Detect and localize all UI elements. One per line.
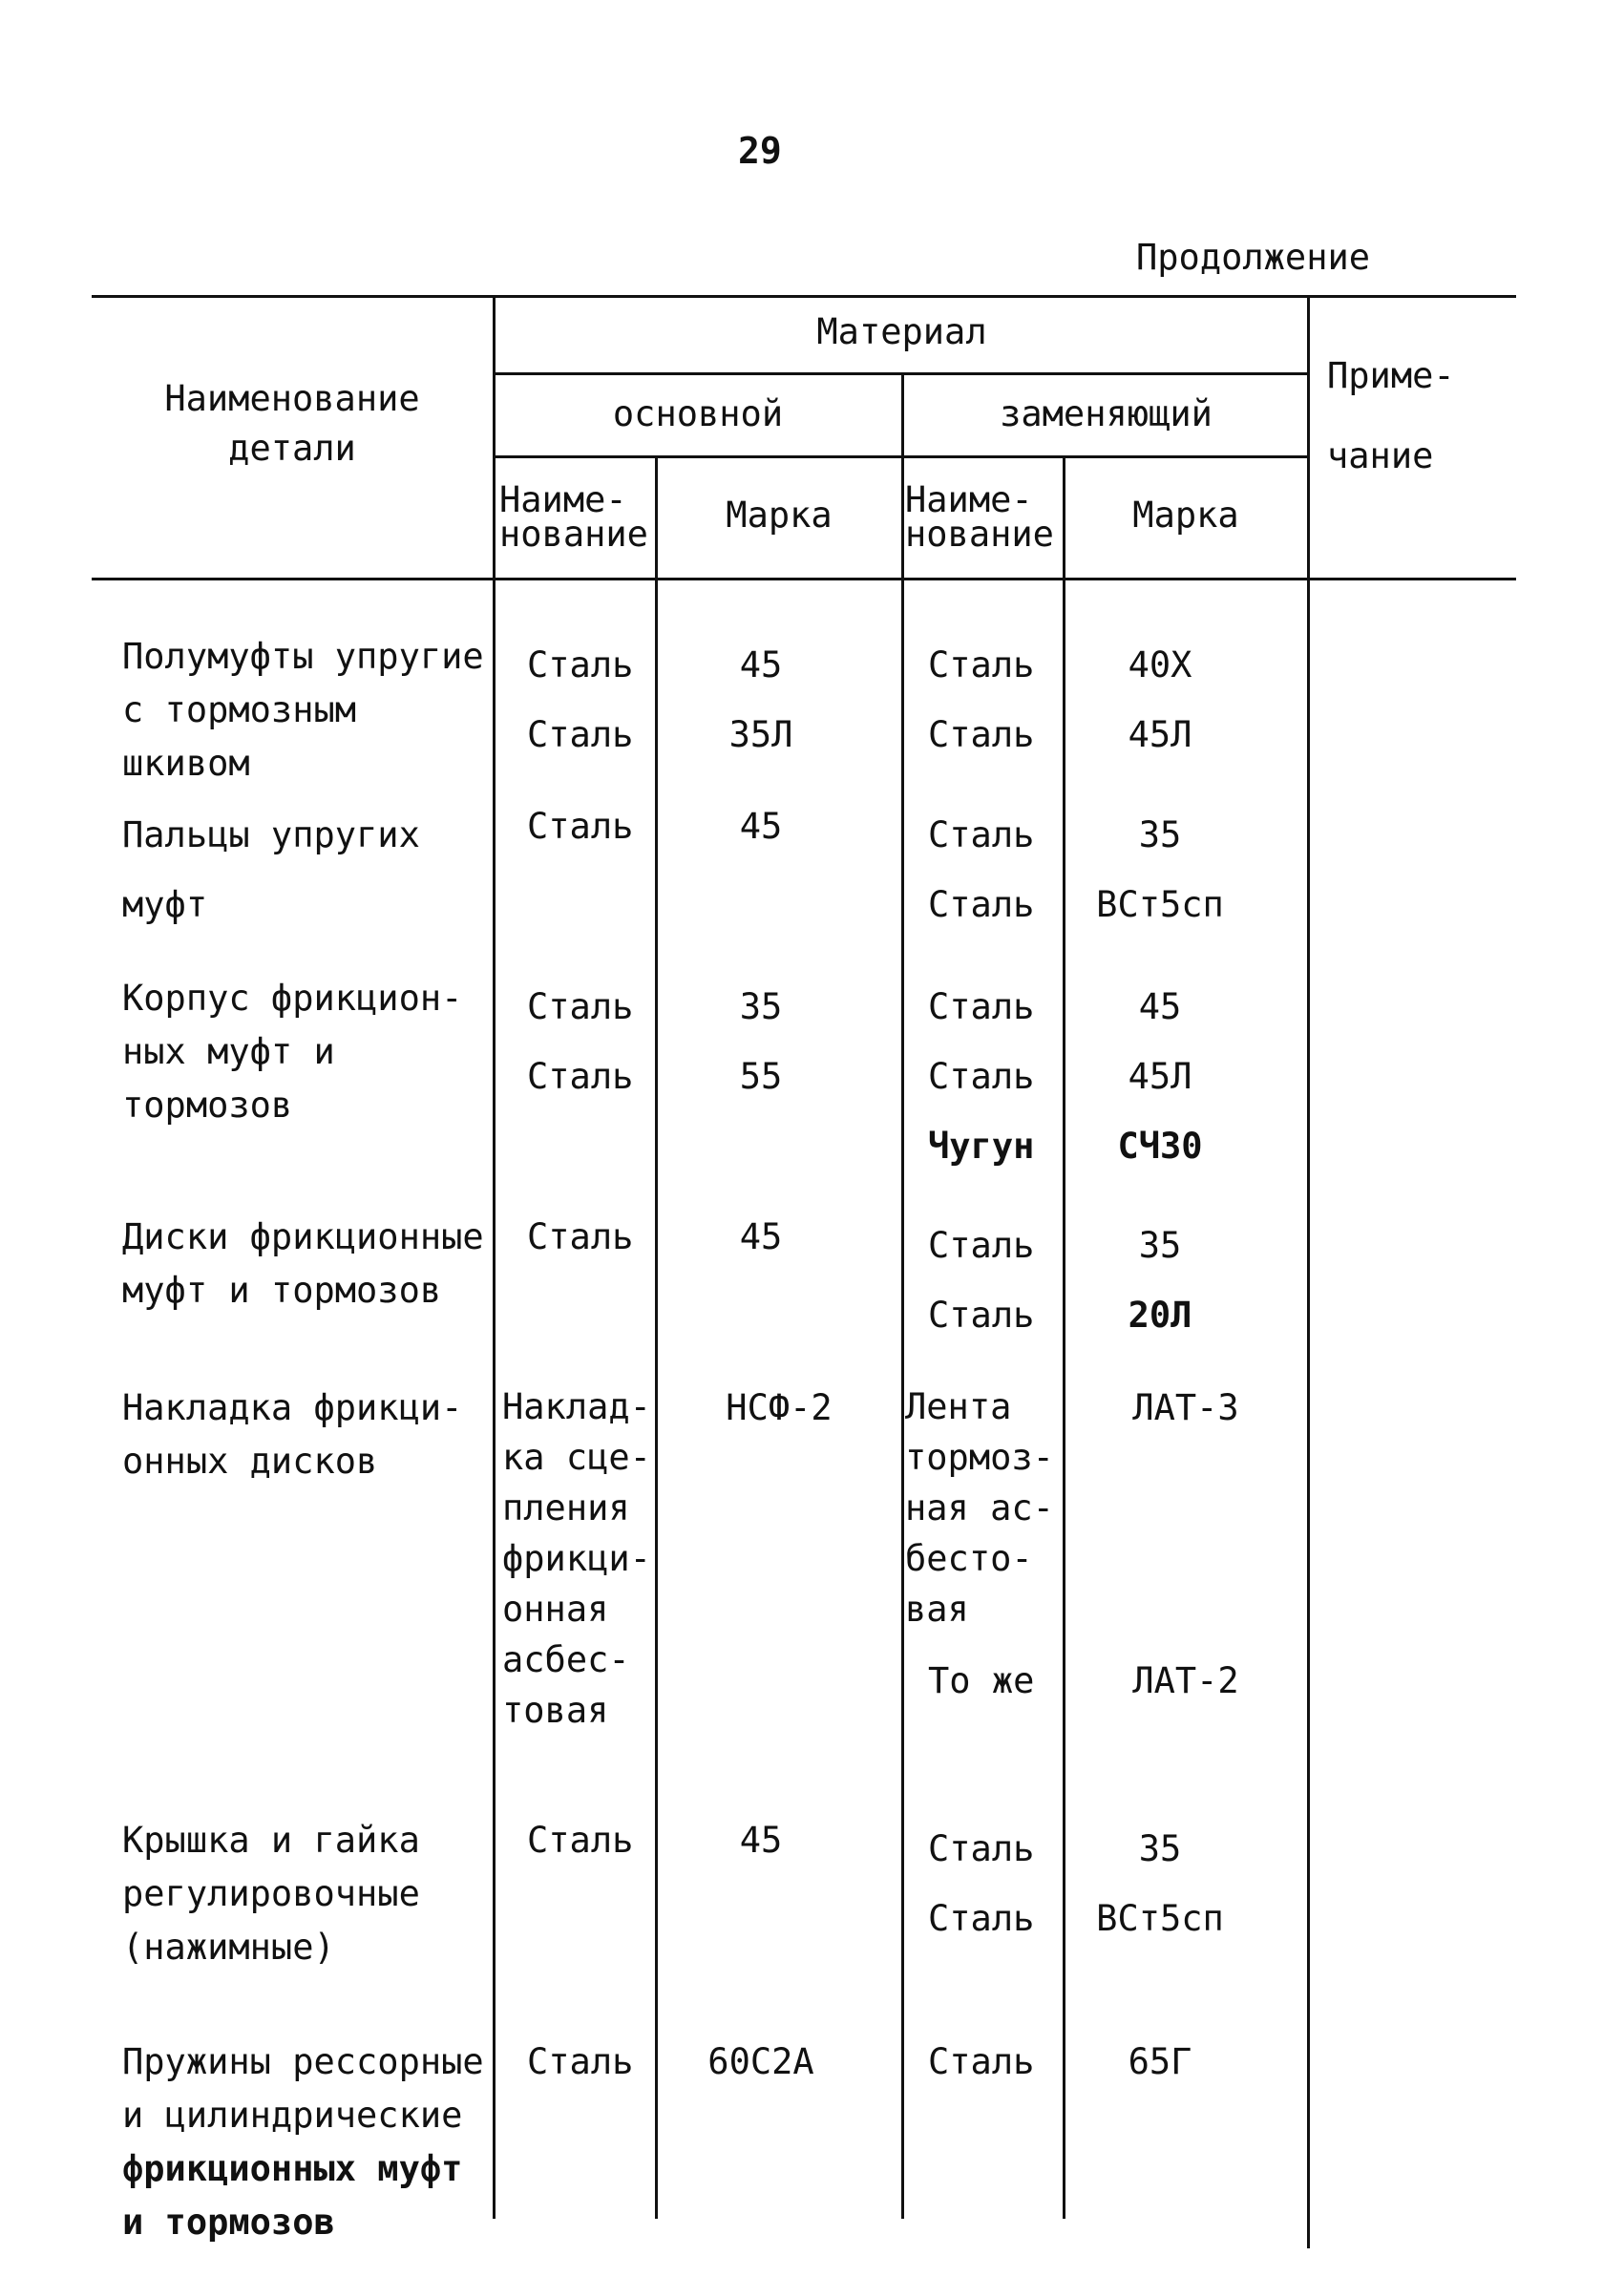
- part-name: [122, 2035, 484, 2249]
- base-material-name: [527, 972, 633, 1111]
- header-sub-name: [905, 479, 1054, 555]
- base-material-grade: 60С2А: [707, 2041, 814, 2082]
- base-material-name: Сталь: [527, 1820, 634, 1861]
- header-note-line: чание: [1327, 435, 1434, 476]
- sub-material-grade: [1065, 972, 1255, 1181]
- cell-value: 45Л: [1128, 714, 1192, 755]
- sub-material-grade: [1065, 1211, 1255, 1350]
- base-material-grade: [657, 972, 865, 1111]
- header-part-name-line: Наименование: [164, 378, 420, 419]
- cell-value: Сталь: [527, 644, 634, 685]
- sub-material-name: [928, 972, 1034, 1181]
- part-name-line: фрикционных муфт: [122, 2148, 463, 2189]
- cell-value: 40Х: [1128, 644, 1192, 685]
- cell-value: вая: [905, 1589, 969, 1630]
- part-name: [122, 1814, 420, 1974]
- sub-material-grade: [1065, 800, 1255, 939]
- sub-material-name: [928, 800, 1034, 939]
- part-name-line: Крышка и гайка: [122, 1820, 420, 1861]
- col-divider-1: [493, 295, 496, 2219]
- col-divider-5: [1307, 295, 1310, 2248]
- col-divider-3: [901, 372, 904, 2219]
- base-material-name: [527, 630, 633, 770]
- cell-value: Сталь: [928, 1898, 1035, 1939]
- cell-value: Сталь: [928, 1828, 1035, 1869]
- header-substitute: заменяющий: [1000, 393, 1213, 434]
- cell-value: 45Л: [1128, 1056, 1192, 1097]
- cell-value: Сталь: [527, 986, 634, 1027]
- cell-value: ка сце-: [502, 1437, 651, 1478]
- cell-value: товая: [502, 1690, 609, 1731]
- sub-material-grade: 65Г: [1128, 2041, 1192, 2082]
- part-name-line: (нажимные): [122, 1927, 335, 1968]
- sub-material-name: [905, 1381, 1054, 1634]
- header-note-line: Приме-: [1327, 355, 1455, 396]
- cell-value: 45: [739, 644, 783, 685]
- header-bottom-rule: [92, 578, 1516, 580]
- cell-value: тормоз-: [905, 1437, 1054, 1478]
- sub-material-name: [928, 1814, 1034, 1953]
- cell-value: 45: [1138, 986, 1182, 1027]
- cell-value: онная: [502, 1589, 609, 1630]
- cell-value: Сталь: [928, 814, 1035, 855]
- part-name-line: с тормозным: [122, 689, 357, 730]
- part-name-line: ных муфт и: [122, 1031, 335, 1072]
- sub-material-name: Сталь: [928, 2041, 1035, 2082]
- part-name-line: и тормозов: [122, 2202, 335, 2243]
- page-number: 29: [738, 130, 782, 172]
- sub-material-name: [928, 630, 1034, 770]
- header-sub-name-line: нование: [905, 514, 1054, 555]
- cell-value: 55: [739, 1056, 783, 1097]
- cell-value: Сталь: [928, 644, 1035, 685]
- cell-value: Наклад-: [502, 1386, 651, 1427]
- base-material-name: Сталь: [527, 2041, 634, 2082]
- base-material-name: Сталь: [527, 1216, 634, 1257]
- cell-value: Сталь: [928, 1295, 1035, 1336]
- part-name-line: шкивом: [122, 743, 250, 784]
- cell-value: асбес-: [502, 1639, 630, 1680]
- header-sub-grade: Марка: [1132, 495, 1239, 536]
- cell-value: Сталь: [928, 884, 1035, 925]
- cell-value: пления: [502, 1487, 630, 1529]
- cell-value: Сталь: [928, 1056, 1035, 1097]
- cell-value: 35: [739, 986, 783, 1027]
- part-name: [122, 630, 484, 791]
- cell-value: СЧ30: [1117, 1126, 1203, 1167]
- cell-value: Лента: [905, 1386, 1012, 1427]
- header-base-grade: Марка: [726, 495, 833, 536]
- cell-value: 20Л: [1128, 1295, 1192, 1336]
- part-name-line: Корпус фрикцион-: [122, 978, 463, 1019]
- cell-value: 35: [1138, 814, 1182, 855]
- cell-value: фрикци-: [502, 1538, 651, 1579]
- part-name-line: Пружины рессорные: [122, 2041, 484, 2082]
- cell-value: бесто-: [905, 1538, 1033, 1579]
- cell-value: ная ас-: [905, 1487, 1054, 1529]
- part-name-line: Накладка фрикци-: [122, 1387, 463, 1428]
- part-name: [122, 972, 462, 1132]
- cell-value: 35: [1138, 1828, 1182, 1869]
- part-name-line: регулировочные: [122, 1873, 420, 1914]
- header-part-name: [92, 374, 493, 474]
- cell-value: Сталь: [928, 714, 1035, 755]
- cell-value: ВСт5сп: [1096, 884, 1224, 925]
- base-material-grade: НСФ-2: [726, 1387, 833, 1428]
- cell-value: Сталь: [928, 986, 1035, 1027]
- cell-value: Сталь: [928, 1225, 1035, 1266]
- table-top-rule: [92, 295, 1516, 298]
- part-name-line: Полумуфты упругие: [122, 636, 484, 677]
- sub-material-grade: [1065, 1814, 1255, 1953]
- base-material-name: Сталь: [527, 806, 634, 847]
- sub-material-grade: ЛАТ-3: [1132, 1387, 1239, 1428]
- cell-value: 35Л: [728, 714, 793, 755]
- header-material: Материал: [816, 311, 987, 352]
- header-base-name-line: Наиме-: [499, 479, 627, 520]
- header-note: [1327, 336, 1455, 496]
- header-sub-name-line: Наиме-: [905, 479, 1033, 520]
- cell-value: ВСт5сп: [1096, 1898, 1224, 1939]
- sub-material-grade: ЛАТ-2: [1132, 1660, 1239, 1701]
- header-base-name-line: нование: [499, 514, 648, 555]
- part-name-line: онных дисков: [122, 1441, 378, 1482]
- part-name-line: Диски фрикционные: [122, 1216, 484, 1257]
- cell-value: Чугун: [928, 1126, 1035, 1167]
- part-name-line: и цилиндрические: [122, 2095, 463, 2136]
- base-material-grade: [657, 630, 865, 770]
- part-name: [122, 1381, 462, 1488]
- part-name-line: Пальцы упругих: [122, 814, 420, 855]
- cell-value: 35: [1138, 1225, 1182, 1266]
- part-name: [122, 800, 420, 939]
- part-name-line: муфт и тормозов: [122, 1270, 442, 1311]
- header-base-name: [499, 479, 648, 555]
- base-material-grade: 45: [739, 1820, 783, 1861]
- part-name-line: тормозов: [122, 1085, 293, 1126]
- continuation-label: Продолжение: [1136, 237, 1371, 278]
- cell-value: Сталь: [527, 1056, 634, 1097]
- base-material-grade: 45: [739, 806, 783, 847]
- sub-material-name: То же: [928, 1660, 1035, 1701]
- base-material-grade: 45: [739, 1216, 783, 1257]
- part-name-line: муфт: [122, 884, 208, 925]
- cell-value: Сталь: [527, 714, 634, 755]
- sub-material-name: [928, 1211, 1034, 1350]
- part-name: [122, 1211, 484, 1318]
- sub-material-grade: [1065, 630, 1255, 770]
- header-part-name-line: детали: [228, 428, 356, 469]
- base-material-name: [502, 1381, 651, 1736]
- header-basic: основной: [612, 393, 784, 434]
